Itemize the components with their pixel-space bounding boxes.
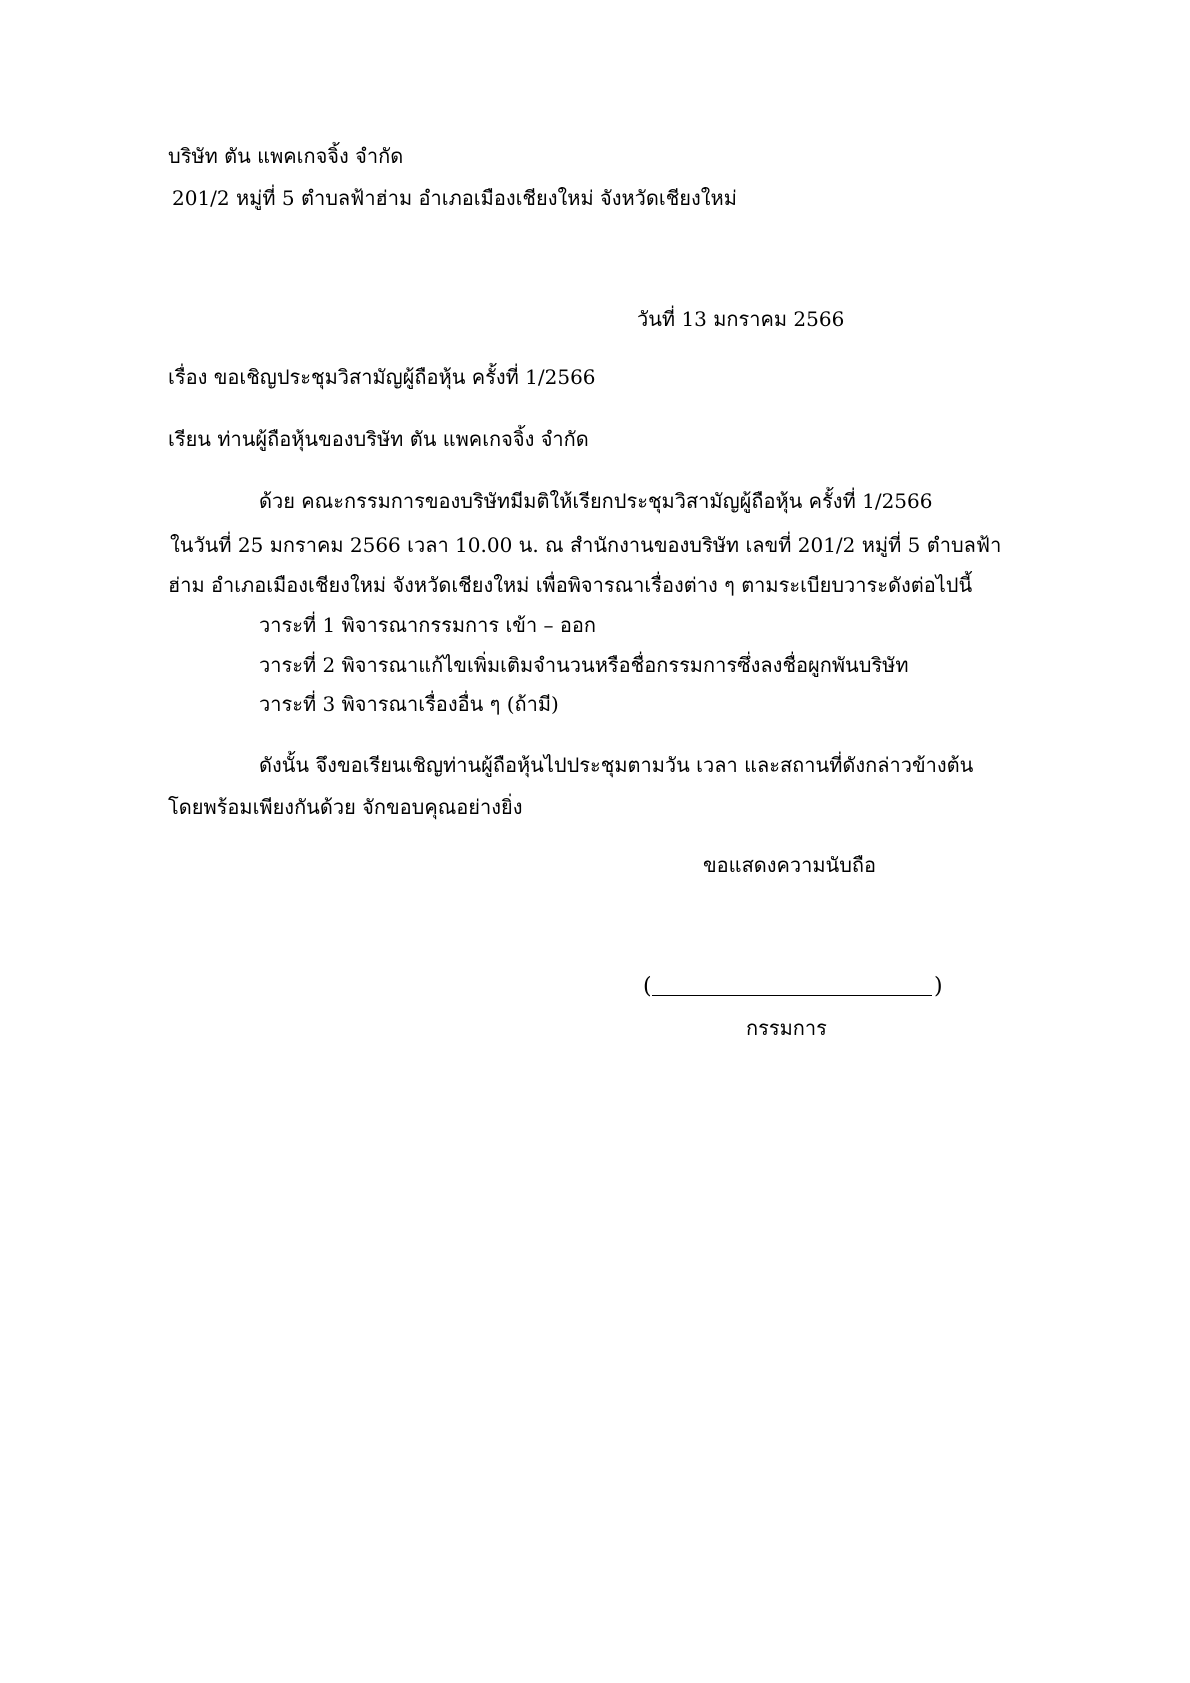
company-name: บริษัท ตัน แพคเกจจิ้ง จำกัด xyxy=(168,144,404,168)
company-address: 201/2 หมู่ที่ 5 ตำบลฟ้าฮ่าม อำเภอเมืองเชียงใหม่ จังหวัดเชียงใหม่ xyxy=(172,186,737,210)
agenda-item-1: วาระที่ 1 พิจารณากรรมการ เข้า – ออก xyxy=(259,613,597,637)
letter-recipient: เรียน ท่านผู้ถือหุ้นของบริษัท ตัน แพคเกจจิ้ง จำกัด xyxy=(168,427,589,451)
signature-title: กรรมการ xyxy=(746,1016,827,1040)
letter-subject: เรื่อง ขอเชิญประชุมวิสามัญผู้ถือหุ้น ครั้งที่ 1/2566 xyxy=(168,365,596,389)
body-paragraph-2-line-1: ดังนั้น จึงขอเรียนเชิญท่านผู้ถือหุ้นไปประชุมตามวัน เวลา และสถานที่ดังกล่าวข้างต้น xyxy=(259,753,974,777)
signature-open-paren: ( xyxy=(643,974,652,999)
body-paragraph-1-line-1: ด้วย คณะกรรมการของบริษัทมีมติให้เรียกประชุมวิสามัญผู้ถือหุ้น ครั้งที่ 1/2566 xyxy=(259,489,933,513)
letter-date: วันที่ 13 มกราคม 2566 xyxy=(637,307,845,331)
body-paragraph-1-line-2: ในวันที่ 25 มกราคม 2566 เวลา 10.00 น. ณ สำนักงานของบริษัท เลขที่ 201/2 หมู่ที่ 5 ตำบลฟ้า xyxy=(170,533,1002,557)
agenda-item-3: วาระที่ 3 พิจารณาเรื่องอื่น ๆ (ถ้ามี) xyxy=(259,692,559,716)
signature-close-paren: ) xyxy=(934,974,943,999)
body-paragraph-1-line-3: ฮ่าม อำเภอเมืองเชียงใหม่ จังหวัดเชียงใหม่ เพื่อพิจารณาเรื่องต่าง ๆ ตามระเบียบวาระดังต่อไปนี้ xyxy=(168,573,973,597)
signature-line xyxy=(652,995,932,996)
agenda-item-2: วาระที่ 2 พิจารณาแก้ไขเพิ่มเติมจำนวนหรือชื่อกรรมการซึ่งลงชื่อผูกพันบริษัท xyxy=(259,653,909,677)
body-paragraph-2-line-2: โดยพร้อมเพียงกันด้วย จักขอบคุณอย่างยิ่ง xyxy=(168,795,523,819)
closing-text: ขอแสดงความนับถือ xyxy=(703,853,877,877)
